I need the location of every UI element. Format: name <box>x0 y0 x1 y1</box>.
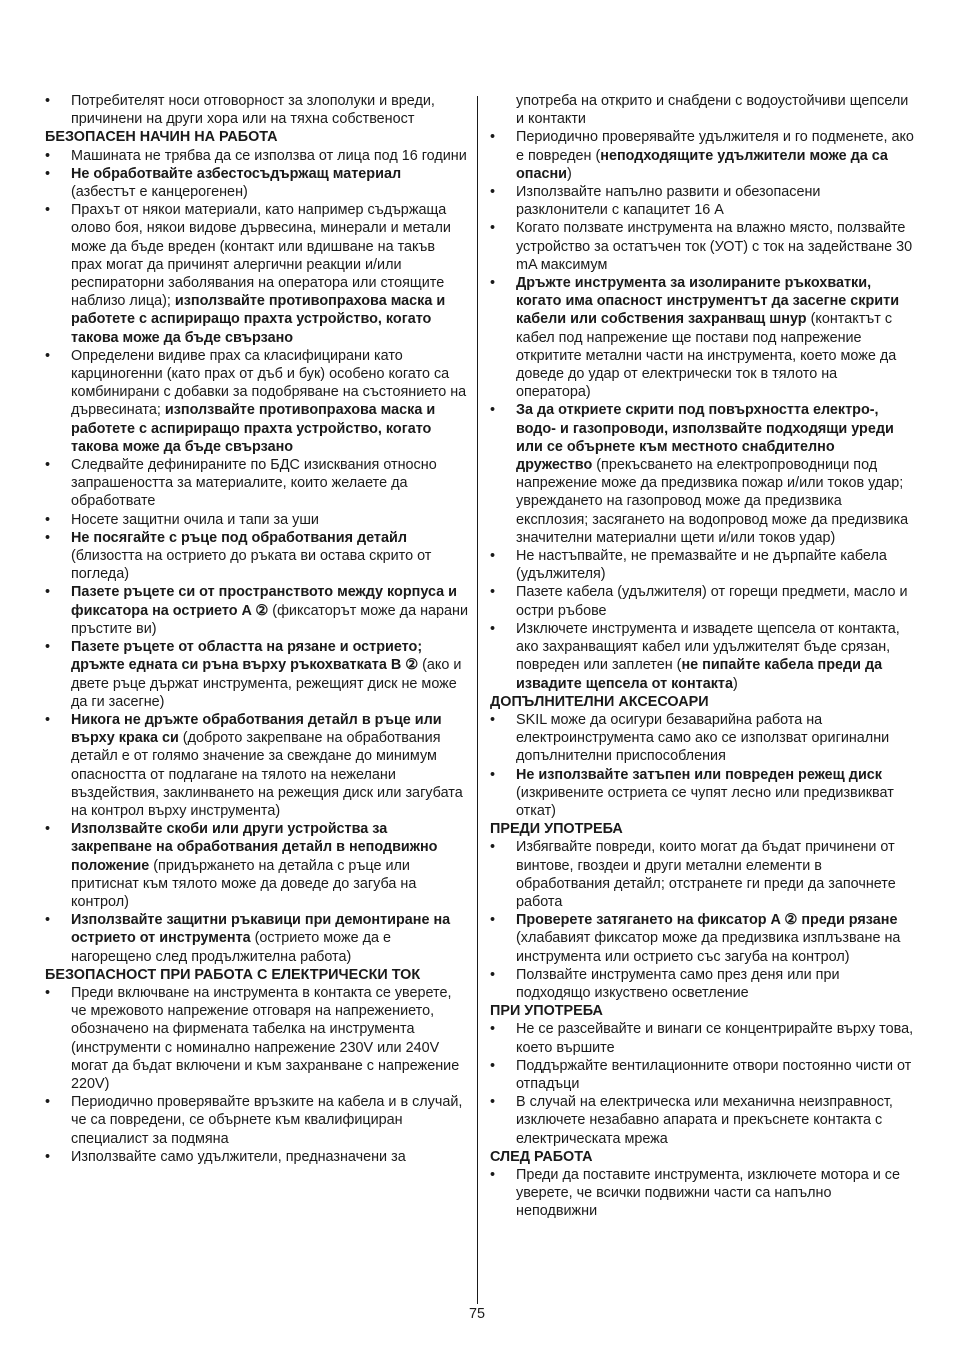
section-heading-before-use: ПРЕДИ УПОТРЕБА <box>490 821 623 838</box>
electric-safety-list-continued <box>490 128 914 692</box>
item-text: (изкривените остриета се чупят лесно или предизвикват откат) <box>516 784 894 819</box>
bold-text: Не посягайте с ръце под обработвания детайл <box>71 529 407 546</box>
before-use-list <box>490 838 914 1002</box>
item-text: Преди включване на инструмента в контакта се уверете, че мрежовото напрежение отговаря на напрежението, обозначено на фирмената табелка на инструмента (инструменти с номинално напрежение 230V или 240V могат да бъдат включени и към захранване с напрежение 220V) <box>71 984 460 1092</box>
item-text: (острието може да е нагорещено след продължителна работа) <box>71 930 391 965</box>
column-divider <box>477 96 478 1304</box>
section-heading-after-use: СЛЕД РАБОТА <box>490 1148 593 1165</box>
bold-text: използвайте противопрахова маска и работете с аспириращо прахта устройство, когато такова може да бъде свързано <box>71 293 446 346</box>
list-item <box>490 183 914 219</box>
electric-safety-list <box>45 984 469 1166</box>
list-item <box>490 274 914 401</box>
item-text: ) <box>567 165 572 182</box>
item-text: (прекъсването на електропроводници под напрежение може да предизвика пожар и/или токов удар; увреждането на газопровод може да предизвика експлозия; засягането на водопровод може да предизвика значителни материални щети и/или токов удар) <box>516 457 909 546</box>
item-text: Не настъпвайте, не премазвайте и не дърпайте кабела (удължителя) <box>516 548 887 583</box>
list-item <box>490 128 914 183</box>
bold-text: Не използвайте затъпен или повреден режещ диск <box>516 766 882 783</box>
item-text: Потребителят носи отговорност за злополуки и вреди, причинени на други хора или на тяхна собственост <box>71 93 435 128</box>
bold-text: Пазете ръцете от областта на рязане и острието; дръжте едната си ръна върху ръкохватката B ② <box>71 639 423 674</box>
list-item <box>45 911 469 966</box>
during-use-list <box>490 1020 914 1147</box>
page-number: 75 <box>468 1306 485 1322</box>
bold-text: За да откриете скрити под повърхността електро-, водо- и газопроводи, използвайте подходящи уреди или се обърнете към местното снабдително дружество <box>516 402 894 474</box>
left-column <box>45 92 469 1166</box>
item-text: Определени видиве прах са класифицирани като карциногенни (като прах от дъб и бук) особено когато са комбинирани с добавки за подобряване на състоянието на дървесината; <box>71 347 467 419</box>
bold-text: използвайте противопрахова маска и работете с аспириращо прахта устройство, когато такова може да бъде свързано <box>71 402 436 455</box>
item-text: (контактът с кабел под напрежение ще постави под напрежение откритите метални части на инструмента, което може да доведе до удар от електрически ток в тялото на оператора) <box>516 311 897 401</box>
item-text: Изключете инструмента и извадете щепсела от контакта, ако захранващият кабел или удължителят бъде срязан, повреден или заплетен ( <box>516 620 900 674</box>
item-text: (придържането на детайла с ръце или притиснат към тялото може да доведе до загуба на контрол) <box>71 857 417 910</box>
list-item <box>490 401 914 547</box>
item-text: Използвайте напълно развити и обезопасени разклонители с капацитет 16 А <box>516 184 821 219</box>
item-text: (азбестът е канцерогенен) <box>71 184 248 201</box>
intro-list <box>45 92 469 128</box>
list-item <box>45 456 469 511</box>
item-text: Носете защитни очила и тапи за уши <box>71 511 319 528</box>
bold-text: Пазете ръцете си от пространството между корпуса и фиксатора на острието A ② <box>71 584 458 619</box>
right-column <box>490 92 914 1221</box>
list-item <box>490 1166 914 1221</box>
item-text: SKIL може да осигури безаварийна работа на електроинструмента само ако се използват оригинални допълнителни приспособления <box>516 711 890 765</box>
bold-text: Използвайте скоби или други устройства за закрепване на обработвания детайл в неподвижно положение <box>71 821 438 874</box>
list-item <box>45 820 469 911</box>
accessories-list <box>490 711 914 820</box>
item-text: Следвайте дефинираните по БДС изисквания относно запрашеността за материалите, които желаете да обработвате <box>71 457 437 510</box>
list-item <box>45 638 469 711</box>
list-item <box>45 1093 469 1148</box>
list-item <box>490 219 914 274</box>
list-item <box>490 911 914 966</box>
item-text: (хлабавият фиксатор може да предизвика изплъзване на инструмента или острието със загуба на контрол) <box>516 930 901 965</box>
section-heading-accessories: ДОПЪЛНИТЕЛНИ АКСЕСОАРИ <box>490 693 709 710</box>
item-text: В случай на електрическа или механична неизправност, изключете незабавно апарата и прекъснете контакта с електрическата мрежа <box>516 1094 893 1147</box>
list-item <box>45 711 469 820</box>
list-item <box>490 711 914 766</box>
list-item <box>490 1093 914 1148</box>
bold-text: не пипайте кабела преди да извадите щепсела от контакта <box>516 657 883 692</box>
item-text: Пазете кабела (удължителя) от горещи предмети, масло и остри ръбове <box>516 584 908 619</box>
safe-work-list <box>45 147 469 966</box>
continued-item-list <box>490 92 914 128</box>
list-item <box>45 984 469 1093</box>
bold-text: Не обработвайте азбестосъдържащ материал <box>71 165 402 182</box>
bold-text: Никога не дръжте обработвания детайл в ръце или върху крака си <box>71 711 442 747</box>
section-heading-during-use: ПРИ УПОТРЕБА <box>490 1003 603 1020</box>
item-text: Периодично проверявайте удължителя и го подменете, ако е повреден ( <box>516 129 914 164</box>
item-text: Периодично проверявайте връзките на кабела и в случай, че са повредени, се обърнете към квалифициран специалист за подмяна <box>71 1094 463 1147</box>
bold-text: Използвайте защитни ръкавици при демонтиране на острието от инструмента <box>71 912 451 947</box>
continued-item-text: употреба на открито и снабдени с водоустойчиви щепсели и контакти <box>516 93 909 128</box>
item-text: Прахът от някои материали, като например съдържаща олово боя, някои видове дървесина, минерали и метали може да бъде вреден (контакт или вдишване на такъв прах могат да причинят алергични реакции и/или респираторни заболявания на оператора или стоящите наблизо лица); <box>71 202 451 310</box>
list-item <box>45 511 469 529</box>
list-item <box>45 347 469 456</box>
item-text: Избягвайте повреди, които могат да бъдат причинени от винтове, гвоздеи и други метални елементи в обработвания детайл; отстранете ги преди да започнете работа <box>516 839 896 910</box>
list-item <box>45 92 469 128</box>
item-text: (ако и двете ръце държат инструмента, режещият диск не може да ги засегне) <box>71 657 462 710</box>
section-heading-safe-work: БЕЗОПАСЕН НАЧИН НА РАБОТА <box>45 129 278 146</box>
list-item <box>45 583 469 638</box>
item-text: Когато ползвате инструмента на влажно място, ползвайте устройство за остатъчен ток (УОТ) с ток на задействане 30 mA максимум <box>516 220 913 273</box>
bold-text: неподходящите удължители може да са опасни <box>516 147 888 182</box>
item-text: (близостта на острието до ръката ви остава скрито от погледа) <box>71 548 432 583</box>
list-item <box>490 583 914 619</box>
bold-text: Проверете затягането на фиксатор A ② преди рязане <box>516 912 898 929</box>
list-item <box>45 165 469 201</box>
item-text: Машината не трябва да се използва от лица под 16 години <box>71 147 467 164</box>
after-use-list <box>490 1166 914 1221</box>
item-text: Използвайте само удължители, предназначени за <box>71 1148 406 1165</box>
list-item <box>490 547 914 583</box>
list-item <box>45 1148 469 1166</box>
bold-text: Дръжте инструмента за изолираните ръкохватки, когато има опасност инструментът да засегне скрити кабели или собствения захранващ шнур <box>516 275 900 328</box>
list-item <box>45 147 469 165</box>
list-item <box>490 1057 914 1093</box>
list-item <box>490 1020 914 1056</box>
list-item <box>490 620 914 693</box>
list-item <box>490 966 914 1002</box>
list-item <box>490 838 914 911</box>
section-heading-electric-safety: БЕЗОПАСНОСТ ПРИ РАБОТА С ЕЛЕКТРИЧЕСКИ ТОК <box>45 966 421 983</box>
item-text: Преди да поставите инструмента, изключете мотора и се уверете, че всички подвижни части са напълно неподвижни <box>516 1166 900 1220</box>
list-item <box>45 201 469 347</box>
item-text: Поддържайте вентилационните отвори постоянно чисти от отпадъци <box>516 1057 912 1092</box>
item-text: (фиксаторът може да нарани пръстите ви) <box>71 602 469 637</box>
list-item <box>45 529 469 584</box>
item-text: ) <box>732 675 738 692</box>
item-text: Ползвайте инструмента само през деня или при подходящо изкуствено осветление <box>516 966 840 1001</box>
item-text: (доброто закрепване на обработвания детайл е от голямо значение за свеждане до минимум опасността от подлагане на тялото на нежелани въздействия, заклинването на режещия диск или загубата на контрол върху инструмента) <box>71 730 463 819</box>
list-item <box>490 766 914 821</box>
item-text: Не се разсейвайте и винаги се концентрирайте върху това, което вършите <box>516 1021 914 1056</box>
